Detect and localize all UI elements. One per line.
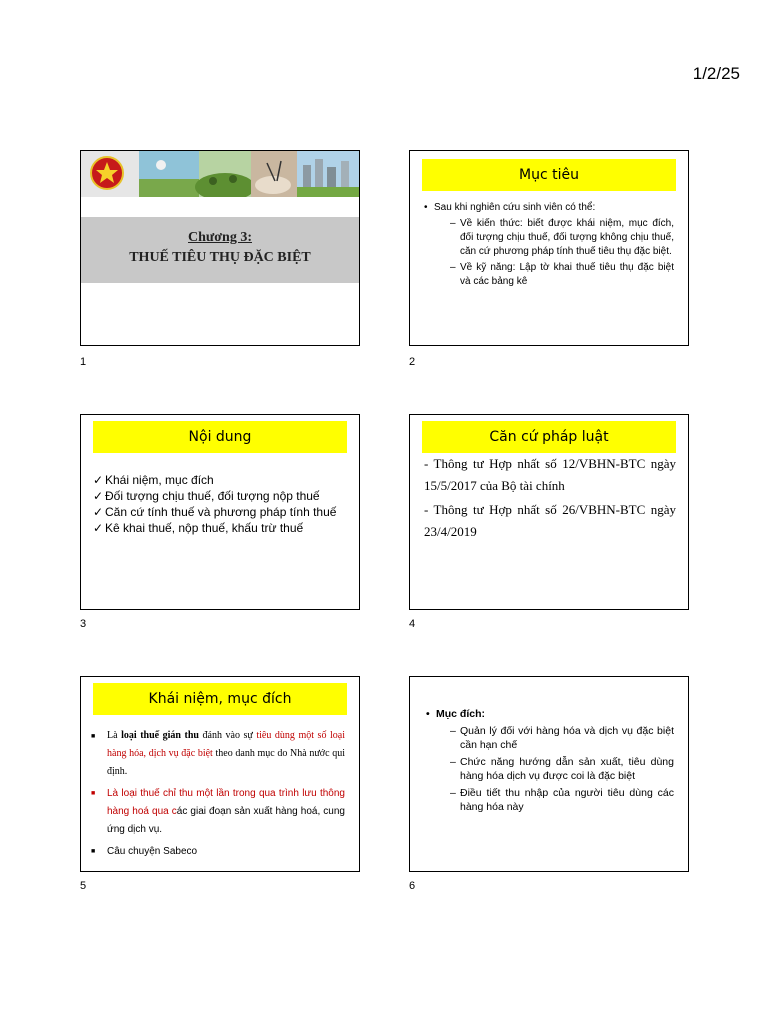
list-item: ■ Là loại thuế chỉ thu một lần trong qua trình lưu thông hàng hoá qua các giai đoạn sản xuất hàng hoá, cung ứng dịch vụ.	[91, 785, 345, 839]
chapter-title: THUẾ TIÊU THỤ ĐẶC BIỆT	[129, 250, 311, 265]
chapter-label: Chương 3:	[188, 230, 252, 245]
slide-number-6: 6	[409, 880, 416, 892]
list-item: ✓ Đối tượng chịu thuế, đối tượng nộp thuế	[93, 489, 345, 504]
legal-reference-2: - Thông tư Hợp nhất số 26/VBHN-BTC ngày 23/4/2019	[424, 502, 676, 539]
legal-reference-1: - Thông tư Hợp nhất số 12/VBHN-BTC ngày 15/5/2017 của Bộ tài chính	[424, 456, 676, 493]
slide-title: Khái niệm, mục đích	[93, 683, 347, 715]
slide-3	[80, 414, 360, 610]
list-item: – Chức năng hướng dẫn sản xuất, tiêu dùng hàng hóa dịch vụ được coi là đặc biệt	[450, 755, 674, 783]
slide-title: Mục tiêu	[422, 159, 676, 191]
chapter-band	[81, 217, 359, 283]
slide-number-4: 4	[409, 618, 416, 630]
list-item: – Điều tiết thu nhập của người tiêu dùng các hàng hóa này	[450, 786, 674, 814]
banner-image	[81, 151, 359, 197]
slide-6	[409, 676, 689, 872]
slide-1	[80, 150, 360, 346]
slide-number-5: 5	[80, 880, 87, 892]
list-item: ✓ Kê khai thuế, nộp thuế, khấu trừ thuế	[93, 521, 345, 536]
slide-number-2: 2	[409, 356, 416, 368]
slide-4	[409, 414, 689, 610]
slide-2	[409, 150, 689, 346]
list-item: – Quản lý đối với hàng hóa và dịch vụ đặc biệt cần hạn chế	[450, 724, 674, 752]
list-item: ✓ Khái niệm, mục đích	[93, 473, 345, 488]
page-number: 1/2/25	[692, 64, 740, 83]
slide-5	[80, 676, 360, 872]
slide-title: Nội dung	[93, 421, 347, 453]
list-item: – Về kỹ năng: Lập tờ khai thuế tiêu thụ đặc biệt và các bảng kê	[450, 261, 674, 289]
list-item: • Mục đích: – Quản lý đối với hàng hóa và dịch vụ đặc biệt cần hạn chế – Chức năng hướng dẫn sản xuất, tiêu dùng hàng hóa dịch vụ được coi là đặc biệt – Điều tiết thu nhập của người tiêu dùng các hàng hóa này	[426, 707, 674, 814]
slide-number-3: 3	[80, 618, 87, 630]
list-item: ■ Là loại thuế gián thu đánh vào sự tiêu dùng một số loại hàng hóa, dịch vụ đặc biệt theo danh mục do Nhà nước qui định.	[91, 727, 345, 781]
list-item: ✓ Căn cứ tính thuế và phương pháp tính thuế	[93, 505, 345, 520]
slide-title: Căn cứ pháp luật	[422, 421, 676, 453]
list-item: ■ Câu chuyện Sabeco	[91, 843, 345, 861]
list-item: • Sau khi nghiên cứu sinh viên có thể: – Về kiến thức: biết được khái niệm, mục đích, đối tượng chịu thuế, đối tượng không chịu thuế, căn cứ phương pháp tính thuế tiêu thụ đặc biệt. – Về kỹ năng: Lập tờ khai thuế tiêu thụ đặc biệt và các bảng kê	[424, 201, 674, 289]
list-item: – Về kiến thức: biết được khái niệm, mục đích, đối tượng chịu thuế, đối tượng không chịu thuế, căn cứ phương pháp tính thuế tiêu thụ đặc biệt.	[450, 217, 674, 259]
slide-number-1: 1	[80, 356, 87, 368]
